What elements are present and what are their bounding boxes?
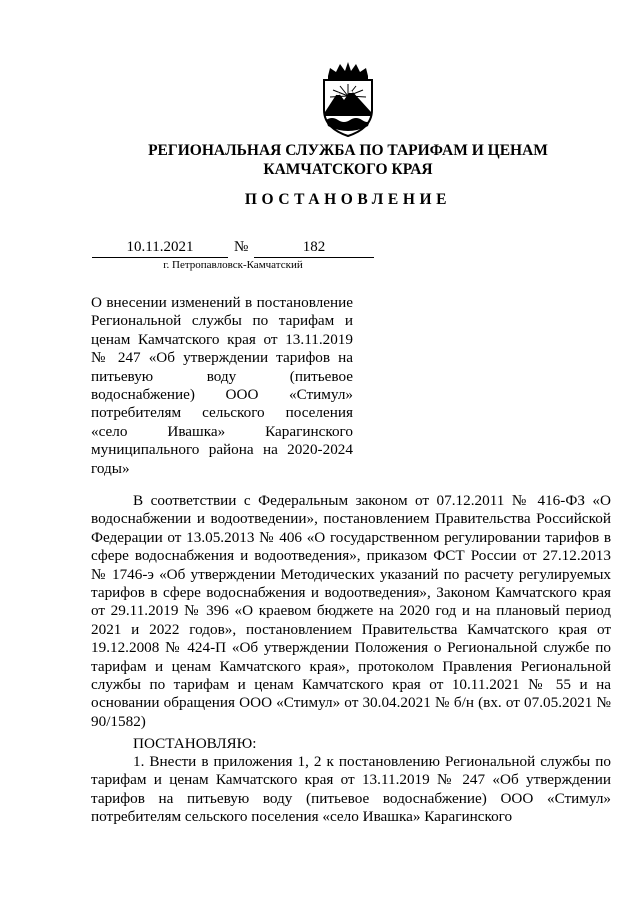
organization-name-line1: РЕГИОНАЛЬНАЯ СЛУЖБА ПО ТАРИФАМ И ЦЕНАМ <box>148 142 548 159</box>
number-sign: № <box>234 239 249 255</box>
document-type-title: ПОСТАНОВЛЕНИЕ <box>244 191 452 208</box>
organization-name-line2: КАМЧАТСКОГО КРАЯ <box>263 161 433 178</box>
document-number: 182 <box>254 237 374 258</box>
kamchatka-coat-of-arms-icon <box>318 62 378 138</box>
document-subject: О внесении изменений в постановление Региональной службы по тарифам и ценам Камчатского края от 13.11.2019 № 247 «Об утверждении тарифов на питьевую воду (питьевое водоснабжение) ООО «Стимул» потребителям сельского поселения «село Ивашка» Карагинского муниципального района на 2020-2024 годы» <box>91 294 353 477</box>
document-city: г. Петропавловск-Камчатский <box>163 259 303 271</box>
document-date: 10.11.2021 <box>92 237 228 258</box>
preamble-paragraph: В соответствии с Федеральным законом от 07.12.2011 № 416-ФЗ «О водоснабжении и водоотведении», постановлением Правительства Российской Федерации от 13.05.2013 № 406 «О государственном регулировании тарифов в сфере водоснабжения и водоотведения», приказом ФСТ России от 27.12.2013 № 1746-э «Об утверждении Методических указаний по расчету регулируемых тарифов в сфере водоснабжения и водоотведения», Законом Камчатского края от 29.11.2019 № 396 «О краевом бюджете на 2020 год и на плановый период 2021 и 2022 годов», постановлением Правительства Камчатского края от 19.12.2008 № 424-П «Об утверждении Положения о Региональной службе по тарифам и ценам Камчатского края», протоколом Правления Региональной службы по тарифам и ценам Камчатского края от 10.11.2021 № 55 и на основании обращения ООО «Стимул» от 30.04.2021 № б/н (вх. от 07.05.2021 № 90/1582) <box>91 492 611 730</box>
resolve-heading: ПОСТАНОВЛЯЮ: <box>133 735 257 752</box>
organization-name <box>100 141 596 179</box>
clause-1-paragraph: 1. Внести в приложения 1, 2 к постановлению Региональной службы по тарифам и ценам Камчатского края от 13.11.2019 № 247 «Об утверждении тарифов на питьевую воду (питьевое водоснабжение) ООО «Стимул» потребителям сельского поселения «село Ивашка» Карагинского <box>91 753 611 826</box>
